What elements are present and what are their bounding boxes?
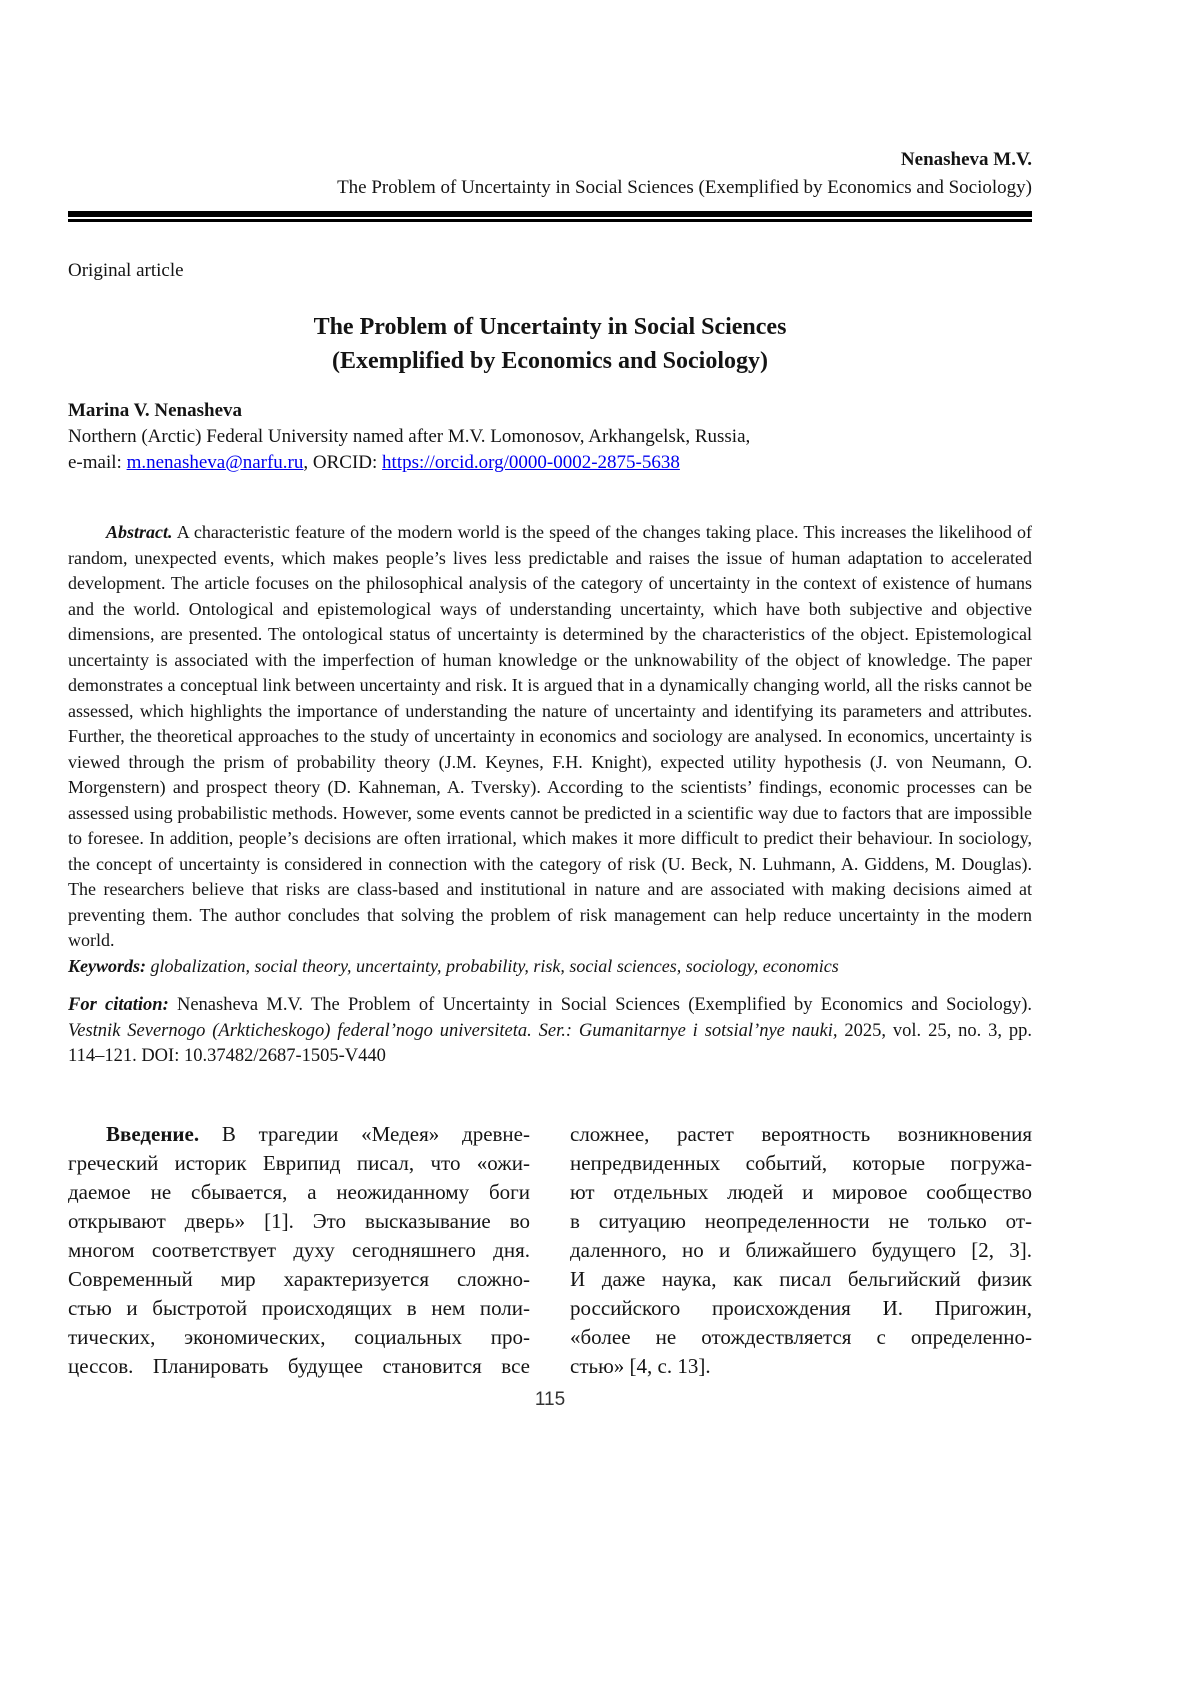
page-content <box>68 0 1032 1411</box>
running-head-author: Nenasheva M.V. <box>900 149 1032 170</box>
intro-heading: Введение. <box>106 1121 200 1146</box>
text-line: цессов. Планировать будущее становится все <box>68 1353 530 1378</box>
text-line: И даже наука, как писал бельгийский физик <box>570 1266 1032 1291</box>
article-title-line1: The Problem of Uncertainty in Social Sciences <box>313 314 787 340</box>
citation-journal: Vestnik Severnogo (Arkticheskogo) federal’nogo universiteta. Ser.: Gumanitarnye i sotsial’nye nauki, <box>68 1020 838 1041</box>
author-contact-line <box>68 450 1032 476</box>
citation-paragraph <box>68 993 1032 1070</box>
abstract-paragraph <box>68 520 1032 954</box>
text-line: стью» [4, с. 13]. <box>570 1353 711 1378</box>
text-line: сложнее, растет вероятность возникновения <box>570 1121 1032 1146</box>
intro-column-left <box>68 1120 530 1381</box>
text-line: ют отдельных людей и мировое сообщество <box>570 1179 1032 1204</box>
intro-right-lines <box>570 1120 1032 1381</box>
author-block <box>68 398 1032 476</box>
intro-columns <box>68 1120 1032 1381</box>
article-title-line2: (Exemplified by Economics and Sociology) <box>331 348 769 374</box>
text-line: даленного, но и ближайшего будущего [2, 3]. <box>570 1237 1032 1262</box>
text-line: стью и быстротой происходящих в нем поли- <box>68 1295 530 1320</box>
header-rule-thick <box>68 211 1032 217</box>
article-title <box>68 310 1032 378</box>
intro-first-line <box>68 1120 530 1149</box>
keywords-text: globalization, social theory, uncertainty, probability, risk, social sciences, sociology, economics <box>146 955 839 976</box>
intro-column-right <box>570 1120 1032 1381</box>
text-line: даемое не сбывается, а неожиданному боги <box>68 1179 530 1204</box>
author-name: Marina V. Nenasheva <box>68 400 243 421</box>
header-rule-thin <box>68 219 1032 222</box>
email-link[interactable]: m.nenasheva@narfu.ru <box>126 452 304 473</box>
running-header <box>68 0 1032 222</box>
intro-left-lines <box>68 1149 530 1381</box>
text-line: Современный мир характеризуется сложно- <box>68 1266 530 1291</box>
text-line: «более не отождествляется с определенно- <box>570 1324 1032 1349</box>
citation-text-2: 2025, vol. 25, no. 3, pp. 114–121. DOI: 10.37482/2687-1505-V440 <box>68 1020 1033 1066</box>
page-number: 115 <box>534 1388 566 1410</box>
email-label: e-mail: <box>68 452 127 473</box>
intro-first-line-rest: В трагедии «Медея» древне- <box>199 1121 530 1146</box>
text-line: греческий историк Еврипид писал, что «ожи- <box>68 1150 530 1175</box>
abstract-label: Abstract. <box>106 522 173 542</box>
keywords-label: Keywords: <box>68 955 146 976</box>
orcid-link[interactable]: https://orcid.org/0000-0002-2875-5638 <box>382 452 680 473</box>
author-affiliation: Northern (Arctic) Federal University named after M.V. Lomonosov, Arkhangelsk, Russia, <box>68 426 751 447</box>
text-line: непредвиденных событий, которые погружа- <box>570 1150 1032 1175</box>
abstract-text: A characteristic feature of the modern world is the speed of the changes taking place. This increases the likelihood of random, unexpected events, which makes people’s lives less predictable and raises the issue of human adaptation to accelerated development. The article focuses on the philosophical analysis of the category of uncertainty in the context of existence of humans and the world. Ontological and epistemological ways of understanding uncertainty, which have both subjective and objective dimensions, are presented. The ontological status of uncertainty is determined by the characteristics of the object. Epistemological uncertainty is associated with the imperfection of human knowledge or the unknowability of the object of knowledge. The paper demonstrates a conceptual link between uncertainty and risk. It is argued that in a dynamically changing world, all the risks cannot be assessed, which highlights the importance of understanding the nature of uncertainty and identifying its parameters and attributes. Further, the theoretical approaches to the study of uncertainty in economics and sociology are analysed. In economics, uncertainty is viewed through the prism of probability theory (J.M. Keynes, F.H. Knight), expected utility hypothesis (J. von Neumann, O. Morgenstern) and prospect theory (D. Kahneman, A. Tversky). According to the scientists’ findings, economic processes can be assessed using probabilistic methods. However, some events cannot be predicted in a scientific way due to factors that are impossible to foresee. In addition, people’s decisions are often irrational, which makes it more difficult to predict their behaviour. In sociology, the concept of uncertainty is considered in connection with the category of risk (U. Beck, N. Luhmann, A. Giddens, M. Douglas). The researchers believe that risks are class-based and institutional in nature and are associated with making decisions aimed at preventing them. The author concludes that solving the problem of risk management can help reduce uncertainty in the modern world. <box>68 522 1032 950</box>
text-line: тических, экономических, социальных про- <box>68 1324 530 1349</box>
text-line: многом соответствует духу сегодняшнего дня. <box>68 1237 530 1262</box>
keywords-paragraph <box>68 954 1032 980</box>
running-head-title: The Problem of Uncertainty in Social Sciences (Exemplified by Economics and Sociology) <box>337 177 1032 198</box>
citation-text-1: Nenasheva M.V. The Problem of Uncertainty in Social Sciences (Exemplified by Economics and Sociology). <box>168 995 1032 1015</box>
text-line: российского происхождения И. Пригожин, <box>570 1295 1032 1320</box>
orcid-label: , ORCID: <box>303 452 383 473</box>
article-type-label: Original article <box>68 260 184 281</box>
text-line: в ситуацию неопределенности не только от- <box>570 1208 1032 1233</box>
citation-label: For citation: <box>68 995 169 1015</box>
text-line: открывают дверь» [1]. Это высказывание во <box>68 1208 530 1233</box>
